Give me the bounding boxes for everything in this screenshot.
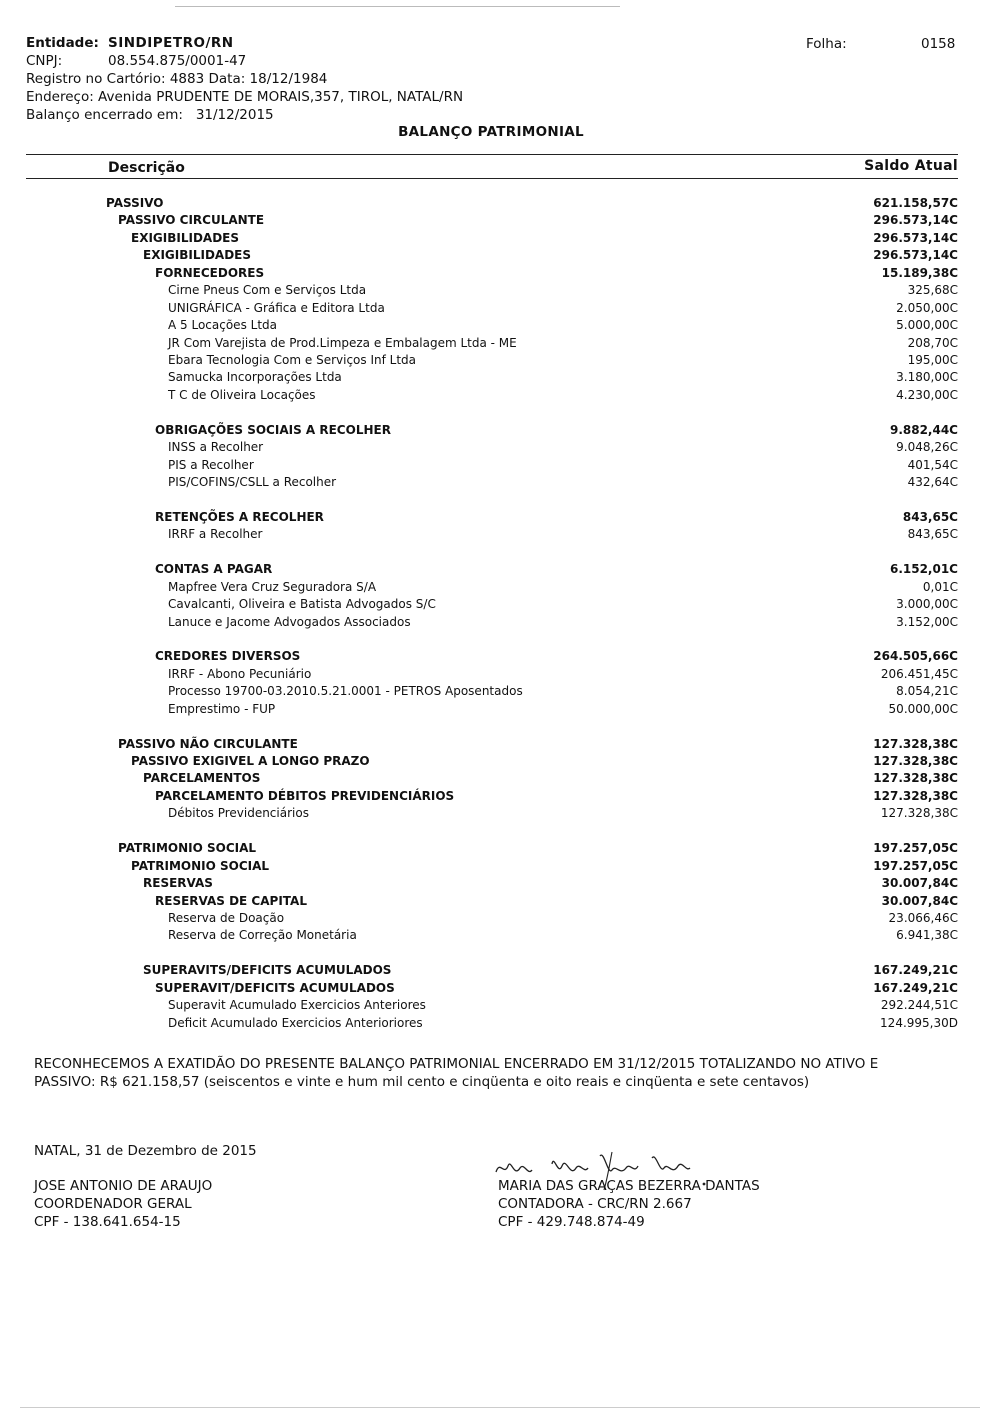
account-group-row (0, 562, 1000, 579)
account-row (0, 615, 1000, 632)
account-row (0, 283, 1000, 300)
account-balance: 325,68C (907, 283, 958, 298)
account-row (0, 475, 1000, 492)
account-description: EXIGIBILIDADES (143, 248, 251, 263)
account-description: CREDORES DIVERSOS (155, 649, 301, 664)
account-description: Superavit Acumulado Exercicios Anteriores (168, 998, 426, 1013)
row-spacer (0, 545, 1000, 562)
folha-label: Folha: (806, 36, 847, 52)
account-group-row (0, 423, 1000, 440)
account-balance: 5.000,00C (896, 318, 958, 333)
account-balance: 124.995,30D (880, 1015, 958, 1030)
account-balance: 843,65C (907, 527, 958, 542)
account-balance: 23.066,46C (888, 910, 958, 925)
account-description: Samucka Incorporações Ltda (168, 370, 342, 385)
account-description: IRRF - Abono Pecuniário (168, 666, 312, 681)
account-row (0, 440, 1000, 457)
account-group-row (0, 789, 1000, 806)
account-balance: 127.328,38C (873, 736, 958, 751)
account-description: A 5 Locações Ltda (168, 318, 277, 333)
account-group-row (0, 771, 1000, 788)
header-rule-bottom (26, 178, 958, 179)
account-row (0, 336, 1000, 353)
account-group-row (0, 894, 1000, 911)
document-header (26, 34, 463, 124)
account-description: Lanuce e Jacome Advogados Associados (168, 614, 411, 629)
account-balance: 9.882,44C (889, 422, 958, 437)
account-description: Cavalcanti, Oliveira e Batista Advogados S/C (168, 597, 436, 612)
account-balance: 843,65C (902, 509, 958, 524)
account-description: CONTAS A PAGAR (155, 562, 273, 577)
account-balance: 30.007,84C (881, 876, 958, 891)
signatory-left (34, 1177, 212, 1231)
account-description: Mapfree Vera Cruz Seguradora S/A (168, 579, 377, 594)
account-row (0, 597, 1000, 614)
signatory-right-role: CONTADORA - CRC/RN 2.667 (498, 1196, 692, 1212)
account-balance: 3.152,00C (896, 614, 958, 629)
account-group-row (0, 231, 1000, 248)
account-description: Processo 19700-03.2010.5.21.0001 - PETROS Aposentados (168, 684, 523, 699)
account-description: Deficit Acumulado Exercicios Anterioriores (168, 1015, 423, 1030)
attestation-statement: RECONHECEMOS A EXATIDÃO DO PRESENTE BALANÇO PATRIMONIAL ENCERRADO EM 31/12/2015 TOTALIZANDO NO ATIVO E PASSIVO: R$ 621.158,57 (seiscentos e vinte e hum mil cento e cinqüenta e oito reais e cinqüenta e sete centavos) (34, 1056, 879, 1090)
account-row (0, 911, 1000, 928)
account-description: Débitos Previdenciários (168, 806, 309, 821)
account-balance: 0,01C (922, 579, 958, 594)
account-description: RETENÇÕES A RECOLHER (155, 509, 324, 524)
account-group-row (0, 981, 1000, 998)
account-row (0, 684, 1000, 701)
account-row (0, 353, 1000, 370)
account-group-row (0, 196, 1000, 213)
account-description: T C de Oliveira Locações (168, 387, 316, 402)
balanco-value: 31/12/2015 (195, 107, 274, 123)
account-balance: 195,00C (907, 352, 958, 367)
signatory-right (498, 1177, 760, 1231)
account-row (0, 806, 1000, 823)
account-row (0, 1016, 1000, 1033)
account-balance: 197.257,05C (873, 858, 958, 873)
account-row (0, 301, 1000, 318)
account-balance: 432,64C (907, 475, 958, 489)
account-balance: 167.249,21C (873, 963, 958, 978)
account-row (0, 998, 1000, 1015)
account-balance: 296.573,14C (873, 248, 958, 263)
row-spacer (0, 824, 1000, 841)
account-row (0, 580, 1000, 597)
account-description: PASSIVO NÃO CIRCULANTE (118, 736, 298, 751)
column-header-descricao: Descrição (108, 160, 185, 176)
row-spacer (0, 492, 1000, 509)
cnpj-value: 08.554.875/0001-47 (108, 53, 247, 69)
account-row (0, 458, 1000, 475)
account-description: PIS a Recolher (168, 457, 254, 472)
account-group-row (0, 248, 1000, 265)
balance-table (0, 196, 1000, 1033)
account-balance: 208,70C (907, 335, 958, 350)
account-balance: 3.000,00C (896, 597, 958, 612)
account-group-row (0, 754, 1000, 771)
account-group-row (0, 213, 1000, 230)
account-balance: 621.158,57C (873, 196, 958, 210)
account-balance: 9.048,26C (896, 440, 958, 455)
account-description: JR Com Varejista de Prod.Limpeza e Embalagem Ltda - ME (168, 335, 517, 350)
account-description: PARCELAMENTO DÉBITOS PREVIDENCIÁRIOS (155, 788, 455, 803)
account-group-row (0, 510, 1000, 527)
account-balance: 292.244,51C (880, 998, 958, 1013)
account-group-row (0, 737, 1000, 754)
account-description: PIS/COFINS/CSLL a Recolher (168, 475, 337, 489)
balanco-label: Balanço encerrado em: (26, 107, 183, 123)
account-group-row (0, 876, 1000, 893)
entidade-label: Entidade: (26, 35, 99, 51)
folha-value: 0158 (921, 36, 956, 52)
account-description: UNIGRÁFICA - Gráfica e Editora Ltda (168, 300, 385, 315)
account-description: SUPERAVIT/DEFICITS ACUMULADOS (155, 980, 395, 995)
account-balance: 296.573,14C (873, 213, 958, 228)
account-balance: 6.941,38C (896, 928, 958, 943)
account-row (0, 370, 1000, 387)
account-description: PASSIVO (106, 196, 164, 210)
account-description: RESERVAS (143, 876, 213, 891)
account-balance: 8.054,21C (896, 684, 958, 699)
account-description: FORNECEDORES (155, 265, 265, 280)
row-spacer (0, 405, 1000, 422)
account-balance: 2.050,00C (896, 300, 958, 315)
account-balance: 127.328,38C (873, 771, 958, 786)
account-row (0, 702, 1000, 719)
account-description: IRRF a Recolher (168, 527, 263, 542)
signatory-right-name: MARIA DAS GRAÇAS BEZERRA DANTAS (498, 1178, 760, 1194)
account-description: PASSIVO EXIGIVEL A LONGO PRAZO (131, 754, 370, 768)
endereco-line: Endereço: Avenida PRUDENTE DE MORAIS,357, TIROL, NATAL/RN (26, 89, 464, 105)
account-group-row (0, 841, 1000, 858)
account-balance: 127.328,38C (873, 754, 958, 768)
account-row (0, 318, 1000, 335)
account-description: PARCELAMENTOS (143, 771, 261, 786)
account-description: Cirne Pneus Com e Serviços Ltda (168, 283, 367, 298)
page-title: BALANÇO PATRIMONIAL (398, 124, 584, 140)
row-spacer (0, 946, 1000, 963)
account-balance: 4.230,00C (896, 387, 958, 402)
account-balance: 30.007,84C (881, 893, 958, 908)
account-balance: 264.505,66C (873, 649, 958, 664)
account-balance: 197.257,05C (873, 841, 958, 856)
city-date: NATAL, 31 de Dezembro de 2015 (34, 1143, 257, 1159)
account-description: PATRIMONIO SOCIAL (118, 841, 257, 856)
signatory-right-cpf: CPF - 429.748.874-49 (498, 1214, 645, 1230)
account-group-row (0, 859, 1000, 876)
account-balance: 206.451,45C (880, 666, 958, 681)
account-description: SUPERAVITS/DEFICITS ACUMULADOS (143, 963, 392, 978)
account-balance: 401,54C (907, 457, 958, 472)
account-description: EXIGIBILIDADES (131, 230, 239, 245)
row-spacer (0, 719, 1000, 736)
signatory-left-name: JOSE ANTONIO DE ARAUJO (34, 1178, 213, 1194)
top-scan-line (175, 6, 620, 7)
entidade-value: SINDIPETRO/RN (108, 35, 234, 51)
account-balance: 127.328,38C (873, 788, 958, 803)
account-balance: 3.180,00C (896, 370, 958, 385)
cnpj-label: CNPJ: (26, 53, 63, 69)
account-group-row (0, 649, 1000, 666)
account-balance: 127.328,38C (880, 806, 958, 821)
account-row (0, 928, 1000, 945)
row-spacer (0, 632, 1000, 649)
account-group-row (0, 963, 1000, 980)
account-row (0, 388, 1000, 405)
account-balance: 50.000,00C (888, 701, 958, 716)
account-description: Emprestimo - FUP (168, 701, 276, 716)
column-header-saldo: Saldo Atual (864, 158, 958, 174)
account-description: PASSIVO CIRCULANTE (118, 213, 265, 228)
account-description: INSS a Recolher (168, 440, 264, 455)
signatory-left-role: COORDENADOR GERAL (34, 1196, 192, 1212)
header-rule-top (26, 154, 958, 155)
account-description: Reserva de Doação (168, 910, 285, 925)
account-description: RESERVAS DE CAPITAL (155, 893, 307, 908)
signatory-left-cpf: CPF - 138.641.654-15 (34, 1214, 181, 1230)
account-group-row (0, 266, 1000, 283)
account-balance: 6.152,01C (889, 562, 958, 577)
account-row (0, 667, 1000, 684)
account-description: Ebara Tecnologia Com e Serviços Inf Ltda (168, 352, 417, 367)
account-balance: 167.249,21C (873, 980, 958, 995)
account-description: PATRIMONIO SOCIAL (131, 858, 270, 873)
account-description: OBRIGAÇÕES SOCIAIS A RECOLHER (155, 422, 391, 437)
account-description: Reserva de Correção Monetária (168, 928, 357, 943)
bottom-scan-line (20, 1407, 980, 1408)
registro-line: Registro no Cartório: 4883 Data: 18/12/1984 (26, 71, 328, 87)
account-balance: 296.573,14C (873, 230, 958, 245)
account-balance: 15.189,38C (881, 265, 958, 280)
account-row (0, 527, 1000, 544)
